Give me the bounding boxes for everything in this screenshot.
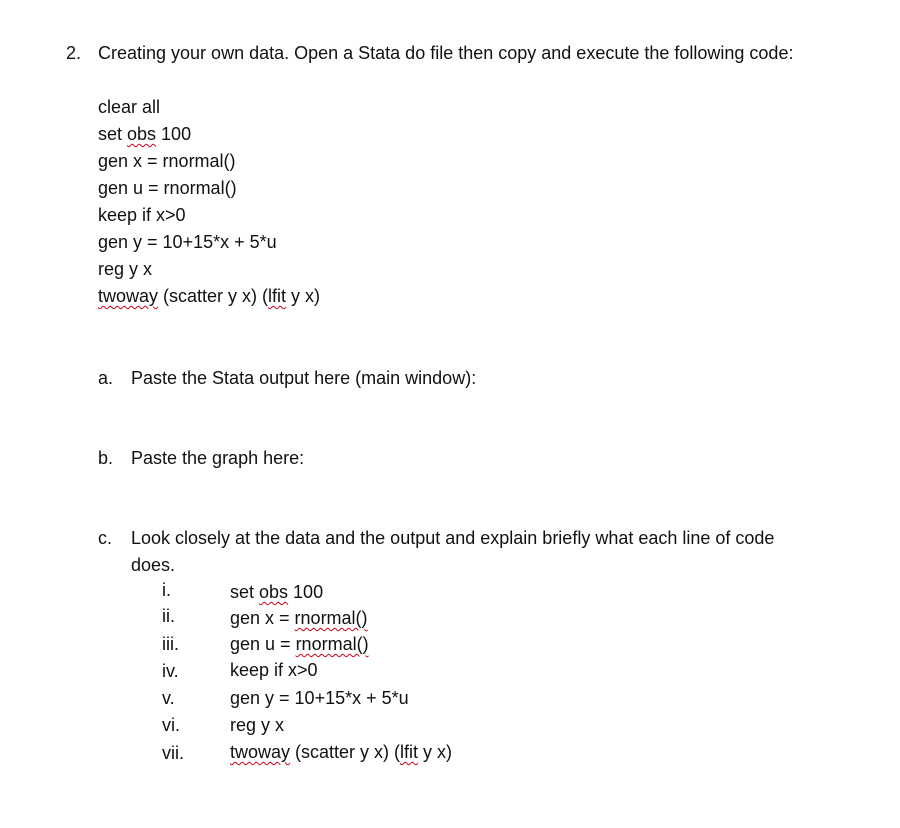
spellcheck-word: twoway: [230, 742, 291, 762]
spellcheck-word: rnormal(): [295, 634, 369, 654]
part-c-text-line1: Look closely at the data and the output and explain briefly what each line of code: [131, 528, 775, 548]
code-text: 100: [156, 124, 192, 144]
code-line-gen-x: gen x = rnormal(): [98, 151, 236, 171]
subitem-i-label: i.: [162, 580, 171, 600]
part-b-text: Paste the graph here:: [131, 448, 305, 468]
code-text: (scatter y x) (: [290, 742, 401, 762]
spellcheck-word: obs: [259, 582, 289, 602]
part-a-label: a.: [98, 368, 114, 388]
subitem-v-code: gen y = 10+15*x + 5*u: [230, 688, 409, 708]
code-text: (scatter y x) (: [158, 286, 269, 306]
subitem-vii-code: [230, 742, 452, 763]
spellcheck-word: rnormal(): [294, 608, 368, 628]
subitem-i-code: [230, 582, 323, 603]
subitem-ii-code: [230, 608, 368, 629]
spellcheck-word: twoway: [98, 286, 159, 306]
subitem-vi-code: reg y x: [230, 715, 285, 735]
code-text: gen u =: [230, 634, 296, 654]
subitem-iii-code: [230, 634, 369, 655]
part-b-label: b.: [98, 448, 114, 468]
code-text: set: [98, 124, 128, 144]
code-text: y x): [418, 742, 453, 762]
subitem-iii-label: iii.: [162, 634, 179, 654]
code-line-set-obs: [98, 124, 191, 145]
code-line-clear: clear all: [98, 97, 161, 117]
subitem-ii-label: ii.: [162, 606, 175, 626]
subitem-iv-code: keep if x>0: [230, 660, 318, 680]
subitem-iv-label: iv.: [162, 661, 179, 681]
spellcheck-word: lfit: [268, 286, 287, 306]
part-a-text: Paste the Stata output here (main window):: [131, 368, 477, 388]
question-text: Creating your own data. Open a Stata do file then copy and execute the following code:: [98, 43, 794, 63]
part-c-text-line2: does.: [131, 555, 176, 575]
code-line-gen-y: gen y = 10+15*x + 5*u: [98, 232, 277, 252]
part-c-label: c.: [98, 528, 113, 548]
spellcheck-word: obs: [127, 124, 157, 144]
code-text: y x): [286, 286, 321, 306]
code-line-gen-u: gen u = rnormal(): [98, 178, 237, 198]
subitem-vii-label: vii.: [162, 743, 184, 763]
code-text: set: [230, 582, 260, 602]
code-text: gen x =: [230, 608, 295, 628]
code-line-keep: keep if x>0: [98, 205, 186, 225]
question-number: 2.: [66, 43, 82, 63]
code-line-twoway: [98, 286, 320, 307]
subitem-vi-label: vi.: [162, 715, 180, 735]
spellcheck-word: lfit: [400, 742, 419, 762]
subitem-v-label: v.: [162, 688, 175, 708]
code-text: 100: [288, 582, 324, 602]
code-line-reg: reg y x: [98, 259, 153, 279]
